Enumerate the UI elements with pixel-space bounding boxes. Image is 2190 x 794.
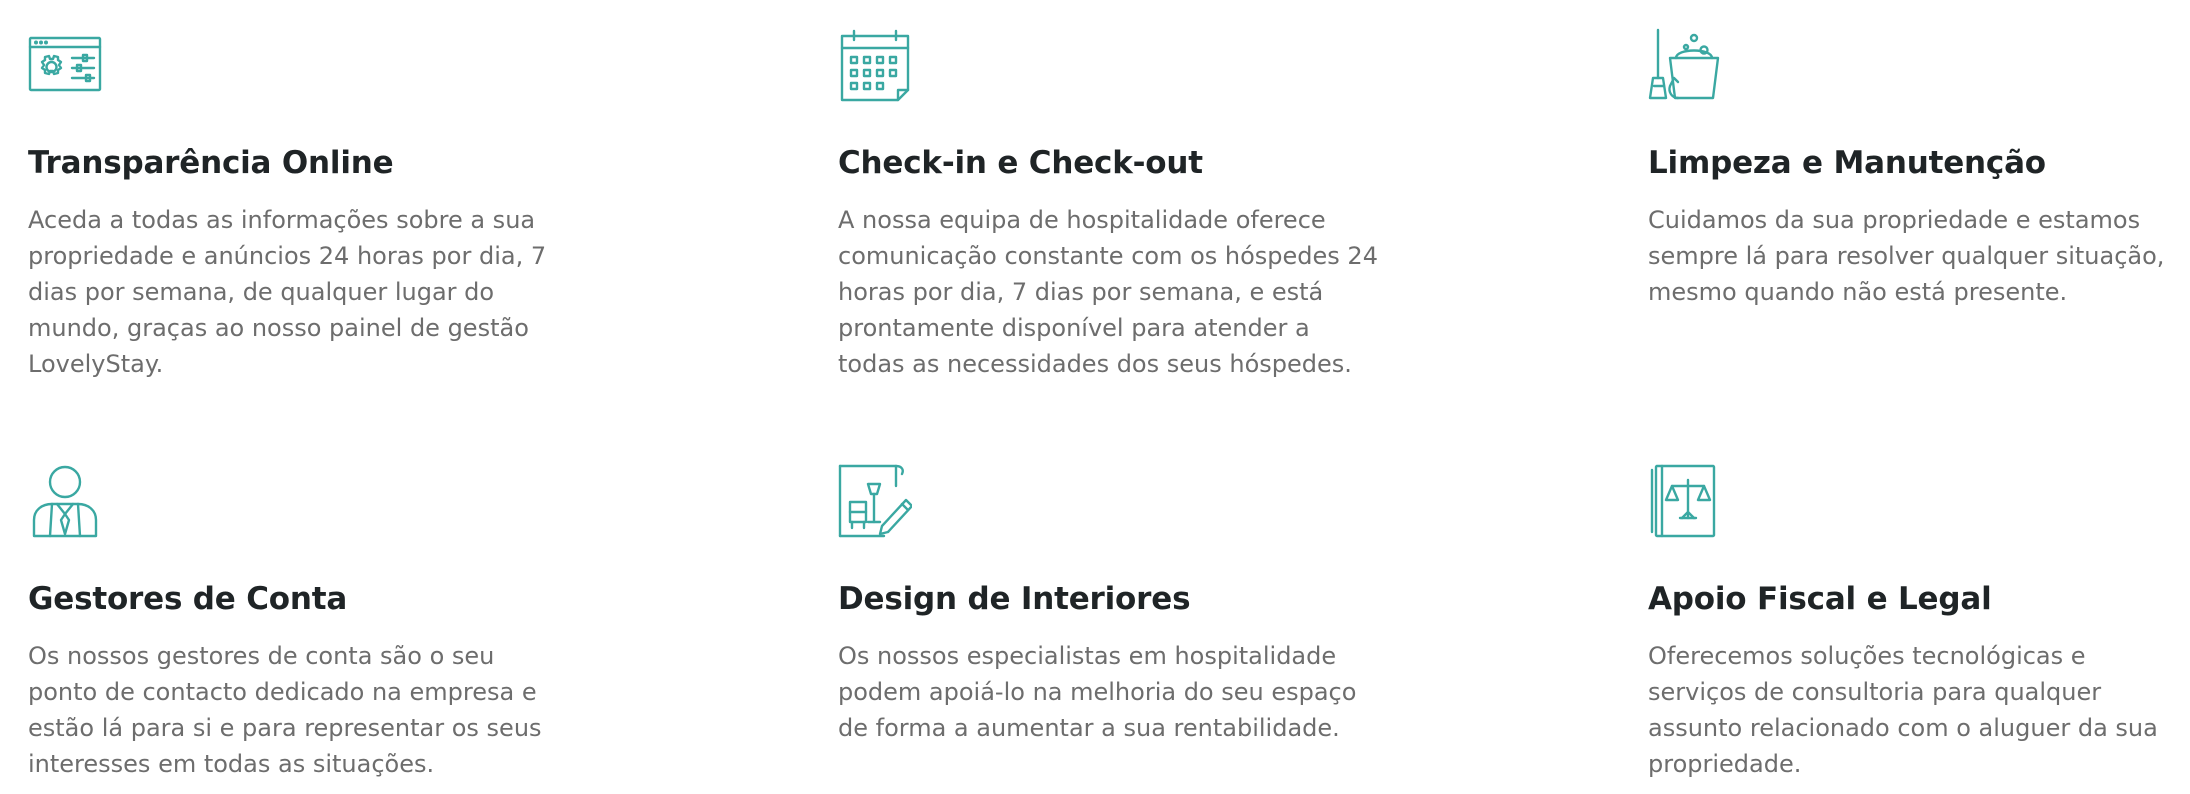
feature-description: Aceda a todas as informações sobre a sua propriedade e anúncios 24 horas por dia, 7 dias por semana, de qualquer lugar do mundo, graças ao nosso painel de gestão LovelyStay. — [28, 206, 547, 378]
account-manager-icon — [28, 464, 102, 538]
feature-description: Oferecemos soluções tecnológicas e serviços de consultoria para qualquer assunto relacionado com o aluguer da sua propriedade. — [1648, 642, 2158, 778]
feature-title: Limpeza e Manutenção — [1648, 145, 2046, 181]
feature-tax-legal-support — [1648, 464, 2168, 794]
feature-title: Gestores de Conta — [28, 581, 348, 617]
feature-description: Cuidamos da sua propriedade e estamos sempre lá para resolver qualquer situação, mesmo quando não está presente. — [1648, 206, 2165, 306]
legal-book-icon — [1648, 464, 1722, 538]
feature-title: Apoio Fiscal e Legal — [1648, 581, 1992, 617]
browser-settings-icon — [28, 28, 102, 102]
feature-interior-design — [838, 464, 1648, 794]
feature-check-in-out — [838, 28, 1648, 464]
cleaning-bucket-icon — [1648, 28, 1722, 102]
feature-title: Check-in e Check-out — [838, 145, 1203, 181]
feature-account-managers — [28, 464, 838, 794]
feature-online-transparency — [28, 28, 838, 464]
feature-description: Os nossos gestores de conta são o seu ponto de contacto dedicado na empresa e estão lá para si e para representar os seus interesses em todas as situações. — [28, 642, 542, 778]
interior-design-icon — [838, 464, 912, 538]
feature-description: A nossa equipa de hospitalidade oferece comunicação constante com os hóspedes 24 horas por dia, 7 dias por semana, e está prontamente disponível para atender a todas as necessidades dos seus hóspedes. — [838, 206, 1378, 378]
calendar-icon — [838, 28, 912, 102]
features-grid — [28, 28, 2168, 794]
feature-title: Transparência Online — [28, 145, 394, 181]
feature-title: Design de Interiores — [838, 581, 1191, 617]
feature-description: Os nossos especialistas em hospitalidade podem apoiá-lo na melhoria do seu espaço de forma a aumentar a sua rentabilidade. — [838, 642, 1357, 742]
feature-cleaning-maintenance — [1648, 28, 2168, 464]
